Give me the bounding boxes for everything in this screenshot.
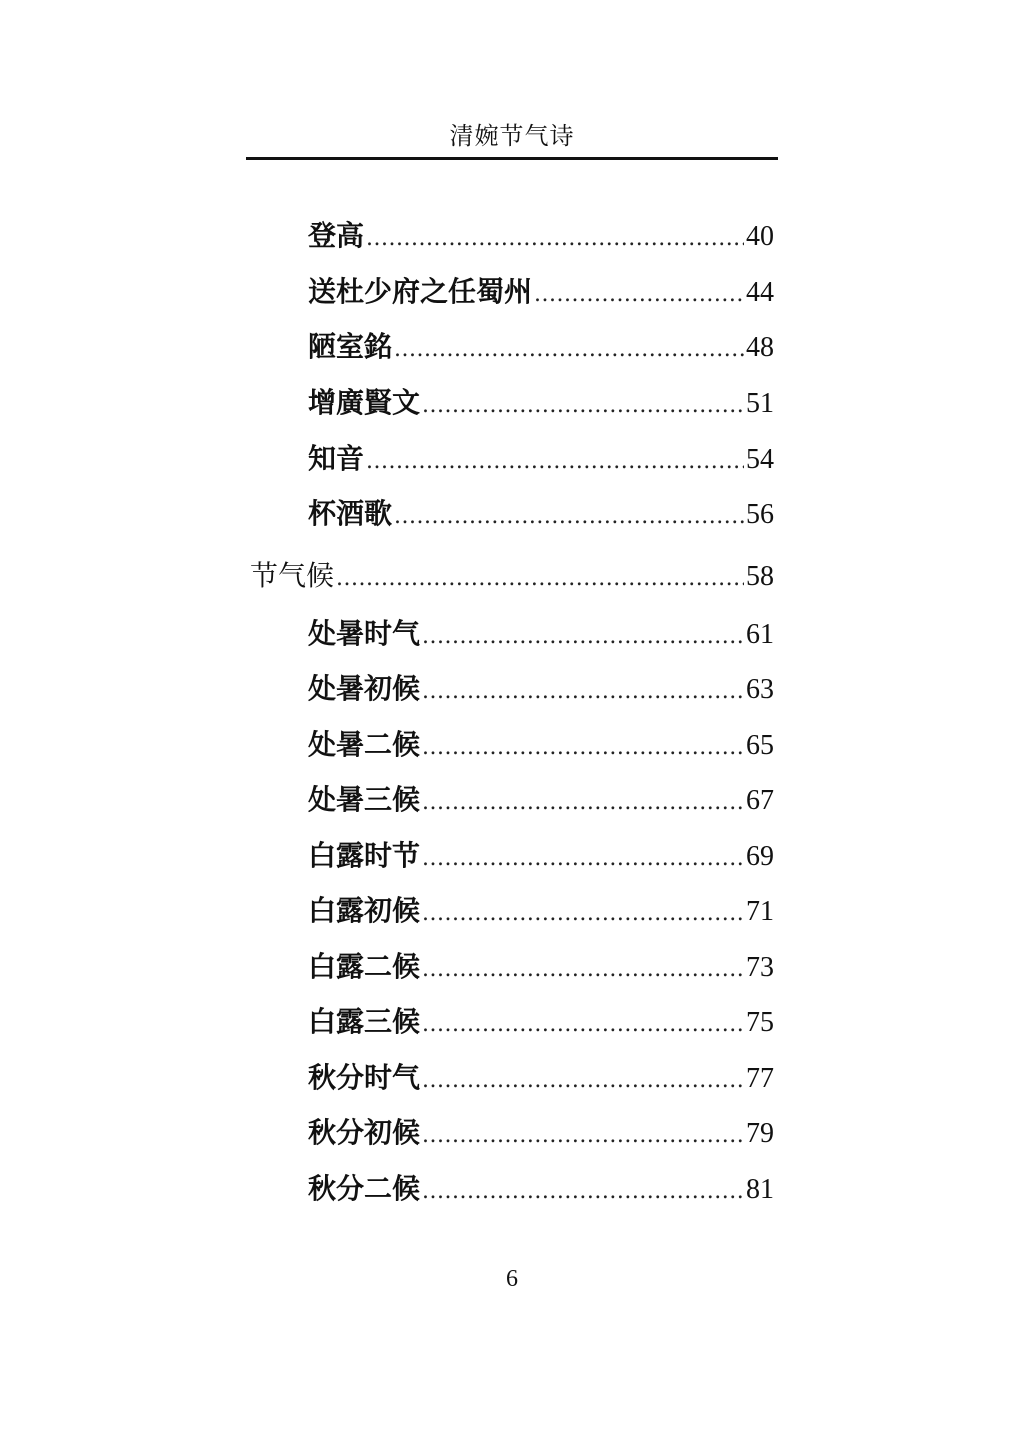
toc-entry-title: 秋分初候 [308,1116,421,1149]
toc-entry [308,1000,774,1040]
toc-leader-dots [336,566,744,591]
toc-entry-page: 63 [746,674,774,705]
toc-entry-page: 71 [746,896,774,927]
toc-leader-dots [394,337,744,362]
toc-leader-dots [422,901,744,926]
toc-entry-page: 61 [746,619,774,650]
running-header-title: 清婉节气诗 [449,122,575,150]
toc-leader-dots [422,957,744,982]
toc-entry [308,1111,774,1151]
toc-entry [308,492,774,532]
toc-entry [308,437,774,477]
toc-entry [308,325,774,365]
toc-entry [308,381,774,421]
toc-entry [308,834,774,874]
toc-entry-title: 白露时节 [308,839,421,872]
toc-entry [308,945,774,985]
toc-entry [308,1056,774,1096]
toc-entry-title: 节气候 [250,559,335,592]
toc-entry-page: 81 [746,1174,774,1205]
toc-leader-dots [422,1012,744,1037]
toc-entry-page: 40 [746,221,774,252]
toc-leader-dots [422,1123,744,1148]
toc-entry-page: 44 [746,277,774,308]
toc-entry-page: 51 [746,388,774,419]
toc-entry-title: 登高 [308,219,365,252]
toc-entry-title: 杯酒歌 [308,497,393,530]
page-number: 6 [506,1266,518,1292]
toc-entry-title: 知音 [308,442,365,475]
toc-entry [308,1167,774,1207]
toc-entry-page: 48 [746,332,774,363]
toc-leader-dots [422,624,744,649]
toc-entry-title: 白露二候 [308,950,421,983]
toc-entry-title: 送杜少府之任蜀州 [308,275,533,308]
toc-entry-title: 处暑三候 [308,783,421,816]
toc-leader-dots [422,679,744,704]
toc-entry-page: 54 [746,444,774,475]
toc-leader-dots [422,735,744,760]
toc-entry [308,667,774,707]
toc-entry-title: 秋分二候 [308,1172,421,1205]
toc-entry-page: 67 [746,785,774,816]
toc-entry-page: 56 [746,499,774,530]
toc-entry-page: 58 [746,561,774,592]
toc-entry [308,214,774,254]
toc-leader-dots [534,282,744,307]
toc-entry-title: 白露初候 [308,894,421,927]
toc-leader-dots [422,790,744,815]
toc-leader-dots [366,449,744,474]
toc-leader-dots [366,226,744,251]
toc-entry-title: 处暑时气 [308,617,421,650]
toc-leader-dots [422,393,744,418]
toc-entry-page: 77 [746,1063,774,1094]
toc-leader-dots [422,1179,744,1204]
toc-section-entry [250,554,774,594]
toc-leader-dots [422,846,744,871]
toc-entry [308,889,774,929]
toc-entry-title: 秋分时气 [308,1061,421,1094]
toc-leader-dots [422,1068,744,1093]
toc-entry-title: 白露三候 [308,1005,421,1038]
toc-entry-title: 陋室銘 [308,330,393,363]
toc-leader-dots [394,504,744,529]
toc-entry-title: 增廣賢文 [308,386,421,419]
toc-entry-page: 73 [746,952,774,983]
toc-entry [308,612,774,652]
toc-entry-title: 处暑初候 [308,672,421,705]
toc-entry [308,778,774,818]
toc-entry [308,723,774,763]
toc-entry-page: 69 [746,841,774,872]
toc-entry-page: 75 [746,1007,774,1038]
toc-entry [308,270,774,310]
toc-entry-page: 79 [746,1118,774,1149]
toc-entry-title: 处暑二候 [308,728,421,761]
toc-entry-page: 65 [746,730,774,761]
